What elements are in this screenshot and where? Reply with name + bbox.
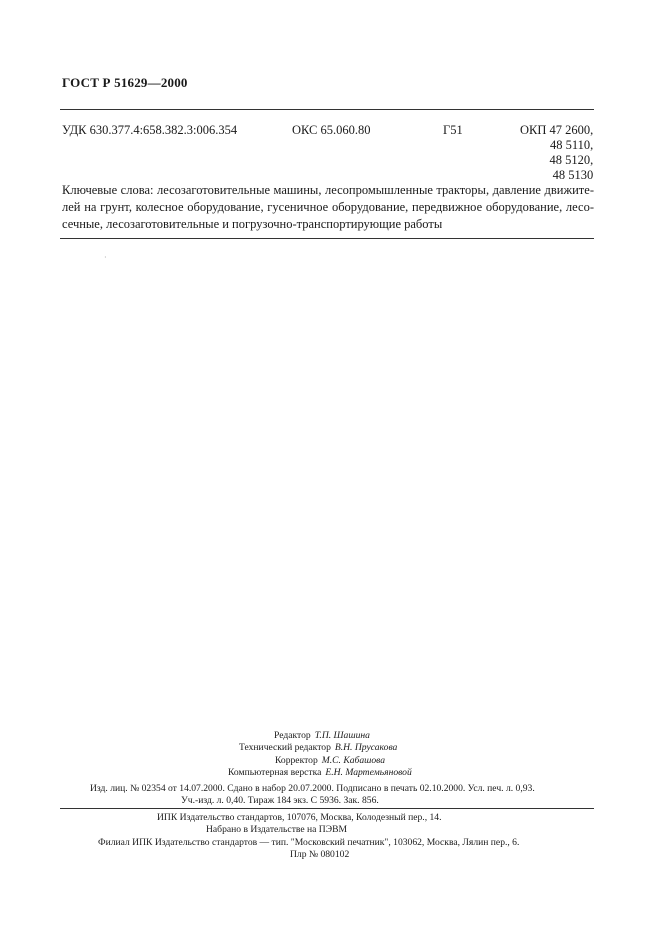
- publication-line: Уч.-изд. л. 0,40. Тираж 184 экз. С 5936. Зак. 856.: [181, 795, 379, 807]
- credits-block: [228, 730, 412, 780]
- printing-info: [0, 812, 661, 862]
- tech-editor-line: [228, 742, 412, 754]
- layout-label: Компьютерная верстка: [228, 767, 322, 779]
- group-code: Г51: [443, 123, 463, 137]
- publication-info: [90, 783, 535, 808]
- standard-id: ГОСТ Р 51629—2000: [62, 75, 188, 90]
- editor-label: Редактор: [274, 730, 311, 741]
- keywords-divider: [60, 238, 594, 239]
- stray-mark: ·: [104, 253, 107, 262]
- footer-divider: [60, 808, 594, 809]
- oks-code: ОКС 65.060.80: [292, 123, 371, 137]
- editor-line: [228, 730, 412, 742]
- editor-name: Т.П. Шашина: [314, 730, 370, 741]
- okp-codes: [520, 123, 593, 183]
- layout-name: Е.Н. Мартемьяновой: [325, 767, 412, 779]
- okp-line: 48 5110,: [549, 138, 594, 152]
- corrector-line: [228, 755, 412, 767]
- printing-line: ИПК Издательство стандартов, 107076, Москва, Колодезный пер., 14.: [157, 812, 442, 823]
- tech-editor-label: Технический редактор: [239, 742, 331, 754]
- printing-line: Филиал ИПК Издательство стандартов — тип. "Московский печатник", 103062, Москва, Лялин пер., 6.: [98, 836, 520, 848]
- okp-line: 48 5120,: [549, 153, 594, 167]
- corrector-name: М.С. Кабашова: [321, 754, 386, 766]
- okp-line: 48 5130: [552, 168, 594, 182]
- keywords-paragraph: Ключевые слова: лесозаготовительные машины, лесопромышленные тракторы, давление движителей на грунт, колесное оборудование, гусеничное оборудование, передвижное оборудование, лесосечные, лесозаготовительные и погрузочно-транспортирующие работы: [62, 183, 594, 231]
- okp-line: ОКП 47 2600,: [520, 123, 594, 137]
- top-divider: [60, 109, 594, 110]
- publication-line: Изд. лиц. № 02354 от 14.07.2000. Сдано в набор 20.07.2000. Подписано в печать 02.10.2000. Усл. печ. л. 0,93.: [90, 783, 535, 794]
- tech-editor-name: В.Н. Прусакова: [334, 742, 398, 754]
- udk-code: УДК 630.377.4:658.382.3:006.354: [62, 123, 238, 137]
- corrector-label: Корректор: [275, 754, 318, 766]
- printing-line: Набрано в Издательстве на ПЭВМ: [206, 824, 347, 836]
- printing-line: Плр № 080102: [290, 849, 350, 861]
- layout-line: [228, 767, 412, 779]
